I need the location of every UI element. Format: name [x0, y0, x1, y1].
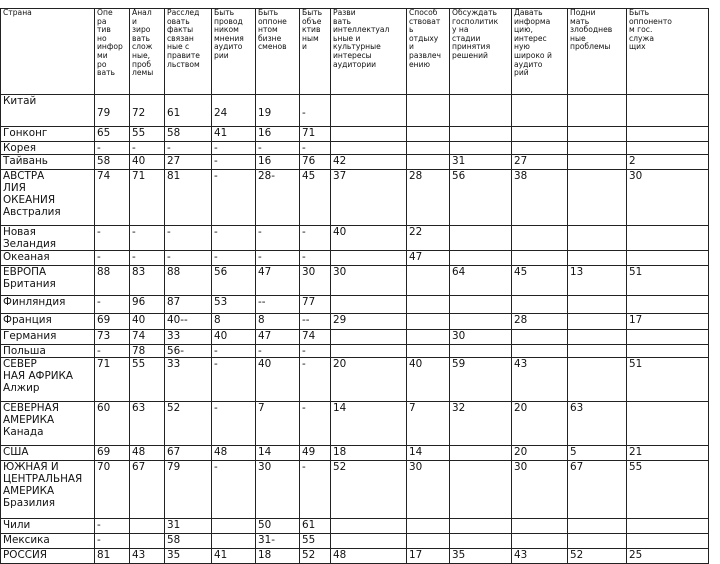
value-cell — [450, 446, 512, 461]
value-cell: 45 — [300, 170, 331, 226]
table-row — [1, 142, 709, 155]
value-cell — [130, 519, 165, 534]
value-cell: 21 — [627, 446, 709, 461]
value-cell — [568, 226, 627, 251]
value-cell: 70 — [95, 461, 130, 519]
value-cell: 78 — [130, 345, 165, 358]
value-cell: 64 — [450, 266, 512, 296]
value-cell: - — [256, 251, 300, 266]
value-cell: 20 — [331, 358, 407, 402]
value-cell: 76 — [300, 155, 331, 170]
value-cell — [407, 127, 450, 142]
value-cell: 30 — [256, 461, 300, 519]
value-cell: 61 — [300, 519, 331, 534]
value-cell — [512, 251, 568, 266]
value-cell — [450, 226, 512, 251]
value-cell: 24 — [212, 95, 256, 127]
value-cell: 30 — [627, 170, 709, 226]
value-cell: 74 — [130, 330, 165, 345]
value-cell: 41 — [212, 127, 256, 142]
value-cell: 35 — [450, 549, 512, 564]
column-header-8: Способ ствоват ь отдыху и развлеч ению — [407, 9, 450, 95]
country-cell: ЕВРОПА Британия — [1, 266, 95, 296]
value-cell: - — [130, 226, 165, 251]
value-cell: 32 — [450, 402, 512, 446]
value-cell: 56 — [212, 266, 256, 296]
value-cell — [512, 345, 568, 358]
value-cell: - — [130, 251, 165, 266]
value-cell: - — [95, 251, 130, 266]
country-cell: Корея — [1, 142, 95, 155]
value-cell: 52 — [300, 549, 331, 564]
value-cell: 16 — [256, 155, 300, 170]
value-cell — [512, 330, 568, 345]
value-cell: 67 — [568, 461, 627, 519]
value-cell — [450, 296, 512, 314]
table-row — [1, 251, 709, 266]
value-cell — [450, 534, 512, 549]
value-cell: - — [212, 461, 256, 519]
value-cell — [627, 330, 709, 345]
value-cell: - — [130, 142, 165, 155]
value-cell — [407, 314, 450, 330]
country-cell: Новая Зеландия — [1, 226, 95, 251]
table-row — [1, 345, 709, 358]
value-cell — [331, 142, 407, 155]
value-cell: 18 — [256, 549, 300, 564]
value-cell — [512, 95, 568, 127]
value-cell — [450, 314, 512, 330]
value-cell: - — [300, 461, 331, 519]
value-cell: - — [300, 402, 331, 446]
value-cell — [568, 155, 627, 170]
value-cell: 14 — [407, 446, 450, 461]
country-cell: США — [1, 446, 95, 461]
value-cell: 77 — [300, 296, 331, 314]
value-cell: 71 — [95, 358, 130, 402]
value-cell: 30 — [331, 266, 407, 296]
value-cell: - — [256, 345, 300, 358]
value-cell: 81 — [95, 549, 130, 564]
column-header-1: Опе ра тив но инфор ми ро вать — [95, 9, 130, 95]
value-cell — [212, 534, 256, 549]
value-cell — [568, 534, 627, 549]
value-cell: 43 — [512, 549, 568, 564]
value-cell — [627, 519, 709, 534]
value-cell: 30 — [300, 266, 331, 296]
value-cell — [331, 519, 407, 534]
value-cell: - — [212, 226, 256, 251]
value-cell: 19 — [256, 95, 300, 127]
country-cell: Франция — [1, 314, 95, 330]
value-cell — [627, 296, 709, 314]
value-cell: 50 — [256, 519, 300, 534]
value-cell: 14 — [256, 446, 300, 461]
value-cell: - — [300, 142, 331, 155]
value-cell — [331, 251, 407, 266]
value-cell: 63 — [568, 402, 627, 446]
column-header-7: Разви вать интеллектуал ьные и культурные интересы аудитории — [331, 9, 407, 95]
value-cell: - — [212, 345, 256, 358]
value-cell — [407, 155, 450, 170]
value-cell: 20 — [512, 446, 568, 461]
value-cell — [130, 534, 165, 549]
value-cell: 55 — [627, 461, 709, 519]
value-cell: 16 — [256, 127, 300, 142]
column-header-2: Анал и зиро вать слож ные, проб лемы — [130, 9, 165, 95]
value-cell — [331, 127, 407, 142]
value-cell: 96 — [130, 296, 165, 314]
column-header-12: Быть оппоненто м гос. служа щих — [627, 9, 709, 95]
value-cell: 43 — [130, 549, 165, 564]
value-cell — [331, 330, 407, 345]
table-row — [1, 446, 709, 461]
value-cell — [407, 95, 450, 127]
value-cell — [450, 142, 512, 155]
value-cell — [568, 345, 627, 358]
value-cell: - — [95, 345, 130, 358]
value-cell: 13 — [568, 266, 627, 296]
value-cell — [568, 95, 627, 127]
table-row — [1, 127, 709, 142]
value-cell — [568, 127, 627, 142]
country-cell: Польша — [1, 345, 95, 358]
value-cell — [407, 519, 450, 534]
value-cell: 48 — [130, 446, 165, 461]
value-cell: 40 — [256, 358, 300, 402]
value-cell: 88 — [95, 266, 130, 296]
value-cell: 60 — [95, 402, 130, 446]
value-cell: 65 — [95, 127, 130, 142]
value-cell: 55 — [130, 127, 165, 142]
value-cell: 79 — [95, 95, 130, 127]
table-row — [1, 330, 709, 345]
value-cell — [331, 296, 407, 314]
column-header-11: Подни мать злободнев ные проблемы — [568, 9, 627, 95]
value-cell: 74 — [95, 170, 130, 226]
value-cell: - — [95, 519, 130, 534]
country-cell: РОССИЯ — [1, 549, 95, 564]
value-cell: -- — [256, 296, 300, 314]
value-cell: 45 — [512, 266, 568, 296]
value-cell: 20 — [512, 402, 568, 446]
column-header-country: Страна — [1, 9, 95, 95]
value-cell: 72 — [130, 95, 165, 127]
value-cell: - — [300, 251, 331, 266]
value-cell — [450, 519, 512, 534]
value-cell — [568, 251, 627, 266]
value-cell: 67 — [165, 446, 212, 461]
column-header-5: Быть оппоне нтом бизне сменов — [256, 9, 300, 95]
value-cell: 8 — [256, 314, 300, 330]
value-cell — [568, 358, 627, 402]
value-cell: 59 — [450, 358, 512, 402]
value-cell: - — [95, 296, 130, 314]
country-cell: Гонконг — [1, 127, 95, 142]
value-cell: 42 — [331, 155, 407, 170]
document-sheet — [0, 8, 708, 561]
value-cell: 33 — [165, 358, 212, 402]
value-cell: 87 — [165, 296, 212, 314]
value-cell: 73 — [95, 330, 130, 345]
value-cell: 67 — [130, 461, 165, 519]
table-row — [1, 402, 709, 446]
value-cell: - — [212, 358, 256, 402]
value-cell: 58 — [165, 534, 212, 549]
value-cell: 41 — [212, 549, 256, 564]
survey-table — [0, 8, 709, 564]
value-cell: 51 — [627, 266, 709, 296]
value-cell — [627, 534, 709, 549]
value-cell: 18 — [331, 446, 407, 461]
value-cell — [568, 519, 627, 534]
country-cell: Финляндия — [1, 296, 95, 314]
value-cell: - — [212, 142, 256, 155]
value-cell — [331, 95, 407, 127]
value-cell: 8 — [212, 314, 256, 330]
value-cell: 30 — [512, 461, 568, 519]
value-cell: 58 — [95, 155, 130, 170]
value-cell — [407, 296, 450, 314]
value-cell: 58 — [165, 127, 212, 142]
table-row — [1, 266, 709, 296]
header-row — [1, 9, 709, 95]
value-cell: - — [95, 534, 130, 549]
value-cell: 40 — [331, 226, 407, 251]
country-cell: АВСТРА ЛИЯ ОКЕАНИЯ Австралия — [1, 170, 95, 226]
value-cell — [627, 127, 709, 142]
column-header-6: Быть объе ктив ным и — [300, 9, 331, 95]
value-cell: 71 — [130, 170, 165, 226]
value-cell: 55 — [300, 534, 331, 549]
value-cell: 28 — [407, 170, 450, 226]
value-cell: - — [300, 345, 331, 358]
country-cell: Океаная — [1, 251, 95, 266]
value-cell — [568, 170, 627, 226]
value-cell: - — [212, 402, 256, 446]
value-cell: 47 — [256, 266, 300, 296]
value-cell: 56- — [165, 345, 212, 358]
value-cell — [450, 345, 512, 358]
value-cell: 29 — [331, 314, 407, 330]
table-row — [1, 155, 709, 170]
value-cell — [512, 142, 568, 155]
value-cell: 74 — [300, 330, 331, 345]
table-row — [1, 358, 709, 402]
value-cell: 37 — [331, 170, 407, 226]
value-cell — [331, 345, 407, 358]
value-cell: 28- — [256, 170, 300, 226]
value-cell — [568, 142, 627, 155]
value-cell — [627, 251, 709, 266]
value-cell — [407, 534, 450, 549]
table-row — [1, 549, 709, 564]
value-cell — [627, 142, 709, 155]
value-cell — [512, 519, 568, 534]
table-body — [1, 95, 709, 564]
value-cell: 27 — [512, 155, 568, 170]
table-row — [1, 534, 709, 549]
value-cell — [512, 226, 568, 251]
value-cell — [407, 345, 450, 358]
country-cell: Чили — [1, 519, 95, 534]
value-cell: 2 — [627, 155, 709, 170]
value-cell: - — [212, 170, 256, 226]
table-row — [1, 296, 709, 314]
value-cell — [331, 534, 407, 549]
value-cell: 56 — [450, 170, 512, 226]
value-cell: 52 — [165, 402, 212, 446]
value-cell: 81 — [165, 170, 212, 226]
value-cell: 47 — [256, 330, 300, 345]
table-row — [1, 314, 709, 330]
value-cell — [450, 95, 512, 127]
column-header-4: Быть провод ником мнения аудито рии — [212, 9, 256, 95]
value-cell: - — [165, 142, 212, 155]
value-cell: 83 — [130, 266, 165, 296]
value-cell: -- — [300, 314, 331, 330]
value-cell — [627, 226, 709, 251]
value-cell: - — [165, 251, 212, 266]
value-cell — [568, 314, 627, 330]
value-cell — [512, 534, 568, 549]
value-cell: 63 — [130, 402, 165, 446]
table-row — [1, 170, 709, 226]
table-row — [1, 519, 709, 534]
value-cell: - — [212, 251, 256, 266]
table-row — [1, 95, 709, 127]
value-cell: - — [165, 226, 212, 251]
country-cell: Китай — [1, 95, 95, 127]
value-cell: 17 — [407, 549, 450, 564]
value-cell — [568, 330, 627, 345]
value-cell: 69 — [95, 446, 130, 461]
value-cell: 33 — [165, 330, 212, 345]
value-cell: 40 — [407, 358, 450, 402]
value-cell: - — [300, 358, 331, 402]
column-header-10: Давать информа цию, интерес ную широко й аудито рий — [512, 9, 568, 95]
value-cell: 79 — [165, 461, 212, 519]
value-cell: - — [300, 226, 331, 251]
value-cell: 69 — [95, 314, 130, 330]
value-cell: 31 — [450, 155, 512, 170]
value-cell: 30 — [407, 461, 450, 519]
value-cell: 61 — [165, 95, 212, 127]
value-cell: 35 — [165, 549, 212, 564]
country-cell: СЕВЕР НАЯ АФРИКА Алжир — [1, 358, 95, 402]
value-cell: 49 — [300, 446, 331, 461]
value-cell — [407, 142, 450, 155]
value-cell: 40 — [212, 330, 256, 345]
value-cell — [627, 402, 709, 446]
value-cell: 88 — [165, 266, 212, 296]
value-cell — [407, 330, 450, 345]
value-cell: 52 — [568, 549, 627, 564]
column-header-9: Обсуждать госполитик у на стадии принятия решений — [450, 9, 512, 95]
country-cell: СЕВЕРНАЯ АМЕРИКА Канада — [1, 402, 95, 446]
country-cell: Мексика — [1, 534, 95, 549]
value-cell: 31 — [165, 519, 212, 534]
value-cell: - — [95, 226, 130, 251]
value-cell: - — [95, 142, 130, 155]
value-cell: 7 — [256, 402, 300, 446]
value-cell: - — [300, 95, 331, 127]
value-cell: 5 — [568, 446, 627, 461]
value-cell — [450, 251, 512, 266]
value-cell: 48 — [212, 446, 256, 461]
value-cell: 17 — [627, 314, 709, 330]
value-cell: 47 — [407, 251, 450, 266]
value-cell: 7 — [407, 402, 450, 446]
country-cell: ЮЖНАЯ И ЦЕНТРАЛЬНАЯ АМЕРИКА Бразилия — [1, 461, 95, 519]
value-cell: 48 — [331, 549, 407, 564]
value-cell: 71 — [300, 127, 331, 142]
value-cell: 25 — [627, 549, 709, 564]
value-cell: 28 — [512, 314, 568, 330]
value-cell: - — [256, 142, 300, 155]
value-cell: 14 — [331, 402, 407, 446]
value-cell: 52 — [331, 461, 407, 519]
country-cell: Тайвань — [1, 155, 95, 170]
table-row — [1, 226, 709, 251]
value-cell: 30 — [450, 330, 512, 345]
value-cell — [407, 266, 450, 296]
value-cell — [627, 345, 709, 358]
column-header-3: Расслед овать факты связан ные с правите льством — [165, 9, 212, 95]
value-cell: 43 — [512, 358, 568, 402]
value-cell: 27 — [165, 155, 212, 170]
value-cell: - — [212, 155, 256, 170]
table-row — [1, 461, 709, 519]
value-cell: 22 — [407, 226, 450, 251]
value-cell: 38 — [512, 170, 568, 226]
value-cell — [212, 519, 256, 534]
value-cell: 51 — [627, 358, 709, 402]
value-cell: 53 — [212, 296, 256, 314]
value-cell: 40 — [130, 155, 165, 170]
value-cell: 55 — [130, 358, 165, 402]
value-cell: 31- — [256, 534, 300, 549]
value-cell — [450, 461, 512, 519]
country-cell: Германия — [1, 330, 95, 345]
value-cell: 40-- — [165, 314, 212, 330]
value-cell: 40 — [130, 314, 165, 330]
value-cell — [627, 95, 709, 127]
value-cell — [568, 296, 627, 314]
value-cell — [450, 127, 512, 142]
value-cell: - — [256, 226, 300, 251]
value-cell — [512, 127, 568, 142]
value-cell — [512, 296, 568, 314]
